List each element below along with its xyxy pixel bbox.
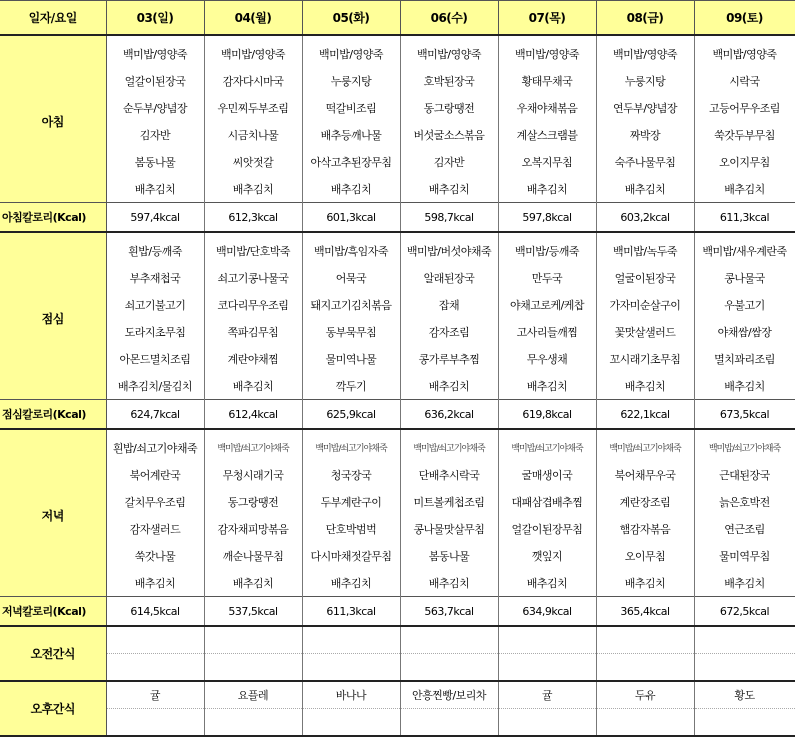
menu-item: 북어채무우국 bbox=[596, 461, 694, 488]
breakfast-label: 아침 bbox=[0, 35, 106, 203]
calorie-value: 611,3kcal bbox=[302, 597, 400, 627]
menu-item: 백미밥/녹두죽 bbox=[596, 232, 694, 264]
snack-empty-cell bbox=[596, 654, 694, 682]
menu-item: 배추김치 bbox=[498, 569, 596, 597]
day-header: 04(월) bbox=[204, 1, 302, 36]
calorie-value: 611,3kcal bbox=[694, 203, 795, 233]
menu-item: 얼갈이된장무침 bbox=[498, 515, 596, 542]
calorie-value: 625,9kcal bbox=[302, 400, 400, 430]
menu-item: 얼갈이된장국 bbox=[106, 67, 204, 94]
calorie-value: 636,2kcal bbox=[400, 400, 498, 430]
menu-item: 배추김치 bbox=[596, 569, 694, 597]
menu-item: 황태무채국 bbox=[498, 67, 596, 94]
menu-item: 봄동나물 bbox=[106, 148, 204, 175]
day-header: 07(목) bbox=[498, 1, 596, 36]
menu-item: 배추등깨나물 bbox=[302, 121, 400, 148]
menu-item: 감자샐러드 bbox=[106, 515, 204, 542]
menu-row bbox=[0, 175, 795, 203]
menu-item: 돼지고기김치볶음 bbox=[302, 291, 400, 318]
day-header: 09(토) bbox=[694, 1, 795, 36]
menu-item: 갈치무우조림 bbox=[106, 488, 204, 515]
calorie-value: 612,3kcal bbox=[204, 203, 302, 233]
menu-item: 배추김치 bbox=[694, 175, 795, 203]
menu-row bbox=[0, 569, 795, 597]
menu-item: 배추김치 bbox=[596, 175, 694, 203]
menu-item: 오이지무침 bbox=[694, 148, 795, 175]
menu-item: 누룽지탕 bbox=[302, 67, 400, 94]
menu-item: 연두부/양념장 bbox=[596, 94, 694, 121]
menu-item: 백미밥/쇠고기야채죽 bbox=[400, 429, 498, 461]
menu-row bbox=[0, 318, 795, 345]
menu-item: 순두부/양념장 bbox=[106, 94, 204, 121]
menu-item: 배추김치 bbox=[204, 372, 302, 400]
snack-empty-cell bbox=[204, 709, 302, 737]
day-header: 03(일) bbox=[106, 1, 204, 36]
menu-item: 호박된장국 bbox=[400, 67, 498, 94]
calorie-value: 601,3kcal bbox=[302, 203, 400, 233]
snack-empty-cell bbox=[694, 709, 795, 737]
menu-item: 백미밥/쇠고기야채죽 bbox=[498, 429, 596, 461]
menu-item: 꽃맛살샐러드 bbox=[596, 318, 694, 345]
lunch-calorie-row bbox=[0, 400, 795, 430]
dinner-calorie-label: 저녁칼로리(Kcal) bbox=[0, 597, 106, 627]
menu-item: 감자채피망볶음 bbox=[204, 515, 302, 542]
menu-item: 버섯굴소스볶음 bbox=[400, 121, 498, 148]
menu-item: 배추김치 bbox=[400, 372, 498, 400]
menu-item: 흰밥/쇠고기야채죽 bbox=[106, 429, 204, 461]
menu-item: 부추재첩국 bbox=[106, 264, 204, 291]
menu-row bbox=[0, 542, 795, 569]
menu-row bbox=[0, 232, 795, 264]
calorie-value: 673,5kcal bbox=[694, 400, 795, 430]
calorie-value: 672,5kcal bbox=[694, 597, 795, 627]
menu-row bbox=[0, 121, 795, 148]
menu-item: 흰밥/등깨죽 bbox=[106, 232, 204, 264]
calorie-value: 537,5kcal bbox=[204, 597, 302, 627]
morning_snack-row-blank bbox=[0, 654, 795, 682]
menu-item: 물미역나물 bbox=[302, 345, 400, 372]
menu-item: 멸치꽈리조림 bbox=[694, 345, 795, 372]
menu-item: 우민찌두부조림 bbox=[204, 94, 302, 121]
snack-empty-cell bbox=[694, 654, 795, 682]
menu-item: 배추김치 bbox=[106, 569, 204, 597]
dinner-calorie-row bbox=[0, 597, 795, 627]
menu-item: 꼬시래기초무침 bbox=[596, 345, 694, 372]
menu-item: 고등어무우조림 bbox=[694, 94, 795, 121]
snack-empty-cell bbox=[302, 654, 400, 682]
menu-item: 배추김치 bbox=[694, 372, 795, 400]
menu-item: 계살스크램블 bbox=[498, 121, 596, 148]
snack-empty-cell bbox=[204, 654, 302, 682]
menu-item: 청국장국 bbox=[302, 461, 400, 488]
breakfast-calorie-row bbox=[0, 203, 795, 233]
snack-empty-cell bbox=[498, 654, 596, 682]
menu-item: 아몬드멸치조림 bbox=[106, 345, 204, 372]
calorie-value: 622,1kcal bbox=[596, 400, 694, 430]
menu-item: 백미밥/영양죽 bbox=[596, 35, 694, 67]
snack-item: 바나나 bbox=[302, 681, 400, 709]
snack-item bbox=[302, 626, 400, 654]
day-header: 05(화) bbox=[302, 1, 400, 36]
menu-item: 잡채 bbox=[400, 291, 498, 318]
menu-item: 시락국 bbox=[694, 67, 795, 94]
morning_snack-row bbox=[0, 626, 795, 654]
menu-item: 깨순나물무침 bbox=[204, 542, 302, 569]
menu-item: 다시마채젓갈무침 bbox=[302, 542, 400, 569]
menu-item: 배추김치 bbox=[302, 175, 400, 203]
menu-item: 백미밥/영양죽 bbox=[498, 35, 596, 67]
snack-item: 안흥찐빵/보리차 bbox=[400, 681, 498, 709]
menu-item: 배추김치 bbox=[302, 569, 400, 597]
menu-item: 배추김치/물김치 bbox=[106, 372, 204, 400]
menu-item: 물미역무침 bbox=[694, 542, 795, 569]
morning_snack-label: 오전간식 bbox=[0, 626, 106, 681]
menu-item: 야채쌈/쌈장 bbox=[694, 318, 795, 345]
menu-row bbox=[0, 94, 795, 121]
menu-item: 늙은호박전 bbox=[694, 488, 795, 515]
menu-item: 동그랑땡전 bbox=[400, 94, 498, 121]
menu-item: 근대된장국 bbox=[694, 461, 795, 488]
menu-item: 오복지무침 bbox=[498, 148, 596, 175]
day-header: 06(수) bbox=[400, 1, 498, 36]
menu-item: 짜박장 bbox=[596, 121, 694, 148]
menu-item: 숙주나물무침 bbox=[596, 148, 694, 175]
menu-item: 무우생채 bbox=[498, 345, 596, 372]
menu-item: 배추김치 bbox=[400, 569, 498, 597]
menu-item: 백미밥/영양죽 bbox=[400, 35, 498, 67]
breakfast-calorie-label: 아침칼로리(Kcal) bbox=[0, 203, 106, 233]
lunch-calorie-label: 점심칼로리(Kcal) bbox=[0, 400, 106, 430]
menu-item: 백미밥/단호박죽 bbox=[204, 232, 302, 264]
menu-item: 배추김치 bbox=[498, 372, 596, 400]
menu-item: 계란장조림 bbox=[596, 488, 694, 515]
menu-row bbox=[0, 488, 795, 515]
afternoon_snack-label: 오후간식 bbox=[0, 681, 106, 736]
menu-item: 누룽지탕 bbox=[596, 67, 694, 94]
menu-item: 굴매생이국 bbox=[498, 461, 596, 488]
menu-item: 백미밥/버섯야채죽 bbox=[400, 232, 498, 264]
snack-item: 두유 bbox=[596, 681, 694, 709]
menu-item: 쇠고기불고기 bbox=[106, 291, 204, 318]
afternoon_snack-row bbox=[0, 681, 795, 709]
menu-row bbox=[0, 372, 795, 400]
snack-empty-cell bbox=[498, 709, 596, 737]
menu-row bbox=[0, 429, 795, 461]
menu-row bbox=[0, 345, 795, 372]
menu-row bbox=[0, 264, 795, 291]
menu-item: 도라지초무침 bbox=[106, 318, 204, 345]
menu-row bbox=[0, 291, 795, 318]
calorie-value: 563,7kcal bbox=[400, 597, 498, 627]
snack-empty-cell bbox=[596, 709, 694, 737]
menu-item: 백미밥/등깨죽 bbox=[498, 232, 596, 264]
menu-item: 배추김치 bbox=[204, 175, 302, 203]
snack-item bbox=[204, 626, 302, 654]
menu-item: 쪽파김무침 bbox=[204, 318, 302, 345]
menu-item: 단호박범벅 bbox=[302, 515, 400, 542]
menu-item: 미트볼케첩조림 bbox=[400, 488, 498, 515]
snack-item bbox=[498, 626, 596, 654]
snack-item bbox=[694, 626, 795, 654]
menu-item: 만두국 bbox=[498, 264, 596, 291]
menu-item: 백미밥/쇠고기야채죽 bbox=[302, 429, 400, 461]
menu-item: 계란야채찜 bbox=[204, 345, 302, 372]
menu-item: 무청시래기국 bbox=[204, 461, 302, 488]
menu-item: 햄감자볶음 bbox=[596, 515, 694, 542]
menu-item: 오이무침 bbox=[596, 542, 694, 569]
menu-row bbox=[0, 461, 795, 488]
menu-item: 배추김치 bbox=[498, 175, 596, 203]
corner-header: 일자/요일 bbox=[0, 1, 106, 36]
calorie-value: 597,8kcal bbox=[498, 203, 596, 233]
snack-item: 황도 bbox=[694, 681, 795, 709]
menu-item: 북어계란국 bbox=[106, 461, 204, 488]
menu-item: 백미밥/쇠고기야채죽 bbox=[694, 429, 795, 461]
snack-empty-cell bbox=[106, 709, 204, 737]
menu-item: 배추김치 bbox=[400, 175, 498, 203]
calorie-value: 603,2kcal bbox=[596, 203, 694, 233]
menu-item: 쑥갓나물 bbox=[106, 542, 204, 569]
snack-empty-cell bbox=[400, 709, 498, 737]
dinner-label: 저녁 bbox=[0, 429, 106, 597]
menu-item: 코다리무우조림 bbox=[204, 291, 302, 318]
menu-item: 김자반 bbox=[400, 148, 498, 175]
snack-item: 귤 bbox=[106, 681, 204, 709]
day-header: 08(금) bbox=[596, 1, 694, 36]
menu-item: 아삭고추된장무침 bbox=[302, 148, 400, 175]
menu-item: 동그랑땡전 bbox=[204, 488, 302, 515]
menu-item: 연근조림 bbox=[694, 515, 795, 542]
calorie-value: 624,7kcal bbox=[106, 400, 204, 430]
menu-item: 고사리들깨찜 bbox=[498, 318, 596, 345]
snack-item: 귤 bbox=[498, 681, 596, 709]
menu-item: 깍두기 bbox=[302, 372, 400, 400]
menu-item: 백미밥/영양죽 bbox=[694, 35, 795, 67]
menu-item: 단배추시락국 bbox=[400, 461, 498, 488]
menu-item: 콩나물국 bbox=[694, 264, 795, 291]
menu-item: 감자다시마국 bbox=[204, 67, 302, 94]
menu-item: 콩나물맛살무침 bbox=[400, 515, 498, 542]
calorie-value: 619,8kcal bbox=[498, 400, 596, 430]
menu-item: 쇠고기콩나물국 bbox=[204, 264, 302, 291]
menu-row bbox=[0, 35, 795, 67]
menu-item: 두부계란구이 bbox=[302, 488, 400, 515]
menu-item: 백미밥/영양죽 bbox=[106, 35, 204, 67]
menu-row bbox=[0, 515, 795, 542]
menu-item: 배추김치 bbox=[596, 372, 694, 400]
snack-empty-cell bbox=[302, 709, 400, 737]
table-body bbox=[0, 35, 795, 736]
menu-item: 떡갈비조림 bbox=[302, 94, 400, 121]
menu-item: 백미밥/새우계란죽 bbox=[694, 232, 795, 264]
menu-item: 백미밥/영양죽 bbox=[302, 35, 400, 67]
menu-item: 어묵국 bbox=[302, 264, 400, 291]
calorie-value: 597,4kcal bbox=[106, 203, 204, 233]
snack-item bbox=[596, 626, 694, 654]
menu-item: 백미밥/쇠고기야채죽 bbox=[596, 429, 694, 461]
menu-item: 배추김치 bbox=[694, 569, 795, 597]
menu-item: 백미밥/영양죽 bbox=[204, 35, 302, 67]
snack-empty-cell bbox=[106, 654, 204, 682]
menu-item: 감자조림 bbox=[400, 318, 498, 345]
menu-item: 쑥갓두부무침 bbox=[694, 121, 795, 148]
snack-empty-cell bbox=[400, 654, 498, 682]
snack-item bbox=[400, 626, 498, 654]
calorie-value: 634,9kcal bbox=[498, 597, 596, 627]
menu-item: 우채야채볶음 bbox=[498, 94, 596, 121]
menu-item: 야채고로케/케찹 bbox=[498, 291, 596, 318]
menu-item: 김자반 bbox=[106, 121, 204, 148]
calorie-value: 612,4kcal bbox=[204, 400, 302, 430]
header-row bbox=[0, 1, 795, 36]
menu-item: 동부묵무침 bbox=[302, 318, 400, 345]
lunch-label: 점심 bbox=[0, 232, 106, 400]
menu-item: 씨앗젓갈 bbox=[204, 148, 302, 175]
snack-item bbox=[106, 626, 204, 654]
menu-item: 백미밥/흑임자죽 bbox=[302, 232, 400, 264]
menu-item: 봄동나물 bbox=[400, 542, 498, 569]
calorie-value: 365,4kcal bbox=[596, 597, 694, 627]
menu-item: 깻잎지 bbox=[498, 542, 596, 569]
menu-item: 백미밥/쇠고기야채죽 bbox=[204, 429, 302, 461]
afternoon_snack-row-blank bbox=[0, 709, 795, 737]
menu-row bbox=[0, 148, 795, 175]
calorie-value: 598,7kcal bbox=[400, 203, 498, 233]
menu-item: 대패삼겹배추찜 bbox=[498, 488, 596, 515]
menu-item: 콩가루부추찜 bbox=[400, 345, 498, 372]
menu-item: 우불고기 bbox=[694, 291, 795, 318]
menu-item: 배추김치 bbox=[204, 569, 302, 597]
snack-item: 요플레 bbox=[204, 681, 302, 709]
menu-row bbox=[0, 67, 795, 94]
menu-item: 얼굴이된장국 bbox=[596, 264, 694, 291]
menu-item: 시금치나물 bbox=[204, 121, 302, 148]
menu-item: 배추김치 bbox=[106, 175, 204, 203]
menu-item: 가자미순살구이 bbox=[596, 291, 694, 318]
calorie-value: 614,5kcal bbox=[106, 597, 204, 627]
menu-item: 알래된장국 bbox=[400, 264, 498, 291]
